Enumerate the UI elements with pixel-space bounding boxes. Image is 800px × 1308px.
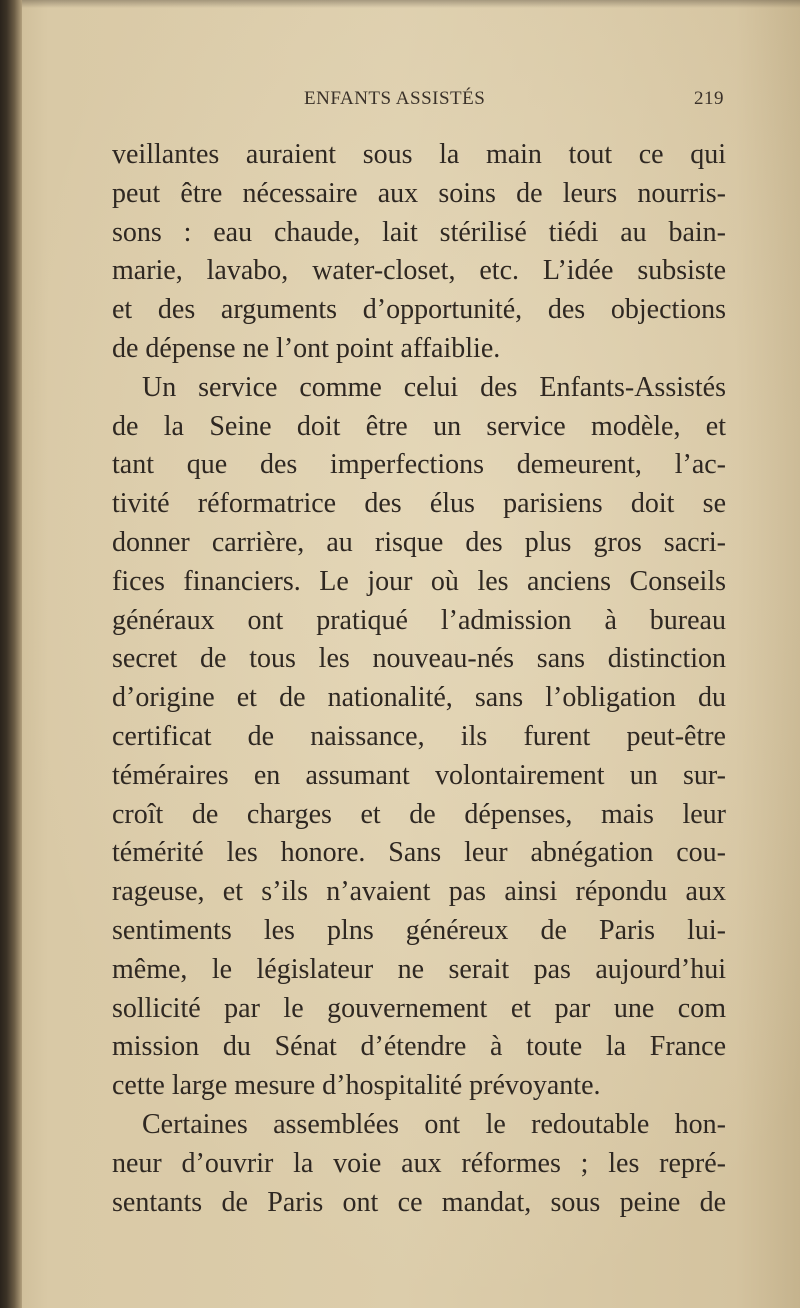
text-line: d’origine et de nationalité, sans l’obligation du <box>112 682 726 714</box>
book-binding-shadow <box>0 0 22 1308</box>
running-header <box>112 88 724 118</box>
text-line: secret de tous les nouveau-nés sans distinction <box>112 643 726 675</box>
text-line: peut être nécessaire aux soins de leurs nourris- <box>112 177 726 209</box>
text-line: tivité réformatrice des élus parisiens doit se <box>112 488 726 520</box>
paragraph <box>112 369 726 1106</box>
text-line: certificat de naissance, ils furent peut-être <box>112 720 726 752</box>
text-line: donner carrière, au risque des plus gros sacri- <box>112 526 726 558</box>
paragraph <box>112 1106 726 1222</box>
text-line: neur d’ouvrir la voie aux réformes ; les repré- <box>112 1147 726 1179</box>
text-line: sentants de Paris ont ce mandat, sous peine de <box>112 1186 726 1218</box>
body-text <box>112 136 726 1222</box>
text-line: sentiments les plns généreux de Paris lui- <box>112 914 726 946</box>
page-top-edge <box>22 0 800 8</box>
text-line: témérité les honore. Sans leur abnégation cou- <box>112 837 726 869</box>
text-line: mission du Sénat d’étendre à toute la France <box>112 1031 726 1063</box>
page-number: 219 <box>694 88 724 109</box>
text-line: sons : eau chaude, lait stérilisé tiédi au bain- <box>112 216 726 248</box>
running-title: ENFANTS ASSISTÉS <box>304 88 486 109</box>
text-line: et des arguments d’opportunité, des objections <box>112 294 726 326</box>
text-line: Certaines assemblées ont le redoutable hon- <box>142 1108 726 1140</box>
text-line: marie, lavabo, water-closet, etc. L’idée subsiste <box>112 255 726 287</box>
text-line: croît de charges et de dépenses, mais leur <box>112 798 726 830</box>
text-line: fices financiers. Le jour où les anciens Conseils <box>112 565 726 597</box>
text-line: généraux ont pratiqué l’admission à bureau <box>112 604 726 636</box>
text-line: veillantes auraient sous la main tout ce qui <box>112 139 726 170</box>
text-line: de dépense ne l’ont point affaiblie. <box>112 332 501 364</box>
text-line: cette large mesure d’hospitalité prévoyante. <box>112 1070 601 1102</box>
text-line: Un service comme celui des Enfants-Assistés <box>142 371 726 403</box>
paragraph <box>112 136 726 369</box>
text-line: rageuse, et s’ils n’avaient pas ainsi répondu aux <box>112 876 726 908</box>
text-line: sollicité par le gouvernement et par une com <box>112 992 726 1024</box>
text-line: tant que des imperfections demeurent, l’ac- <box>112 449 726 481</box>
text-line: même, le législateur ne serait pas aujourd’hui <box>112 953 726 985</box>
text-line: téméraires en assumant volontairement un sur- <box>112 759 726 791</box>
text-line: de la Seine doit être un service modèle, et <box>112 410 726 442</box>
